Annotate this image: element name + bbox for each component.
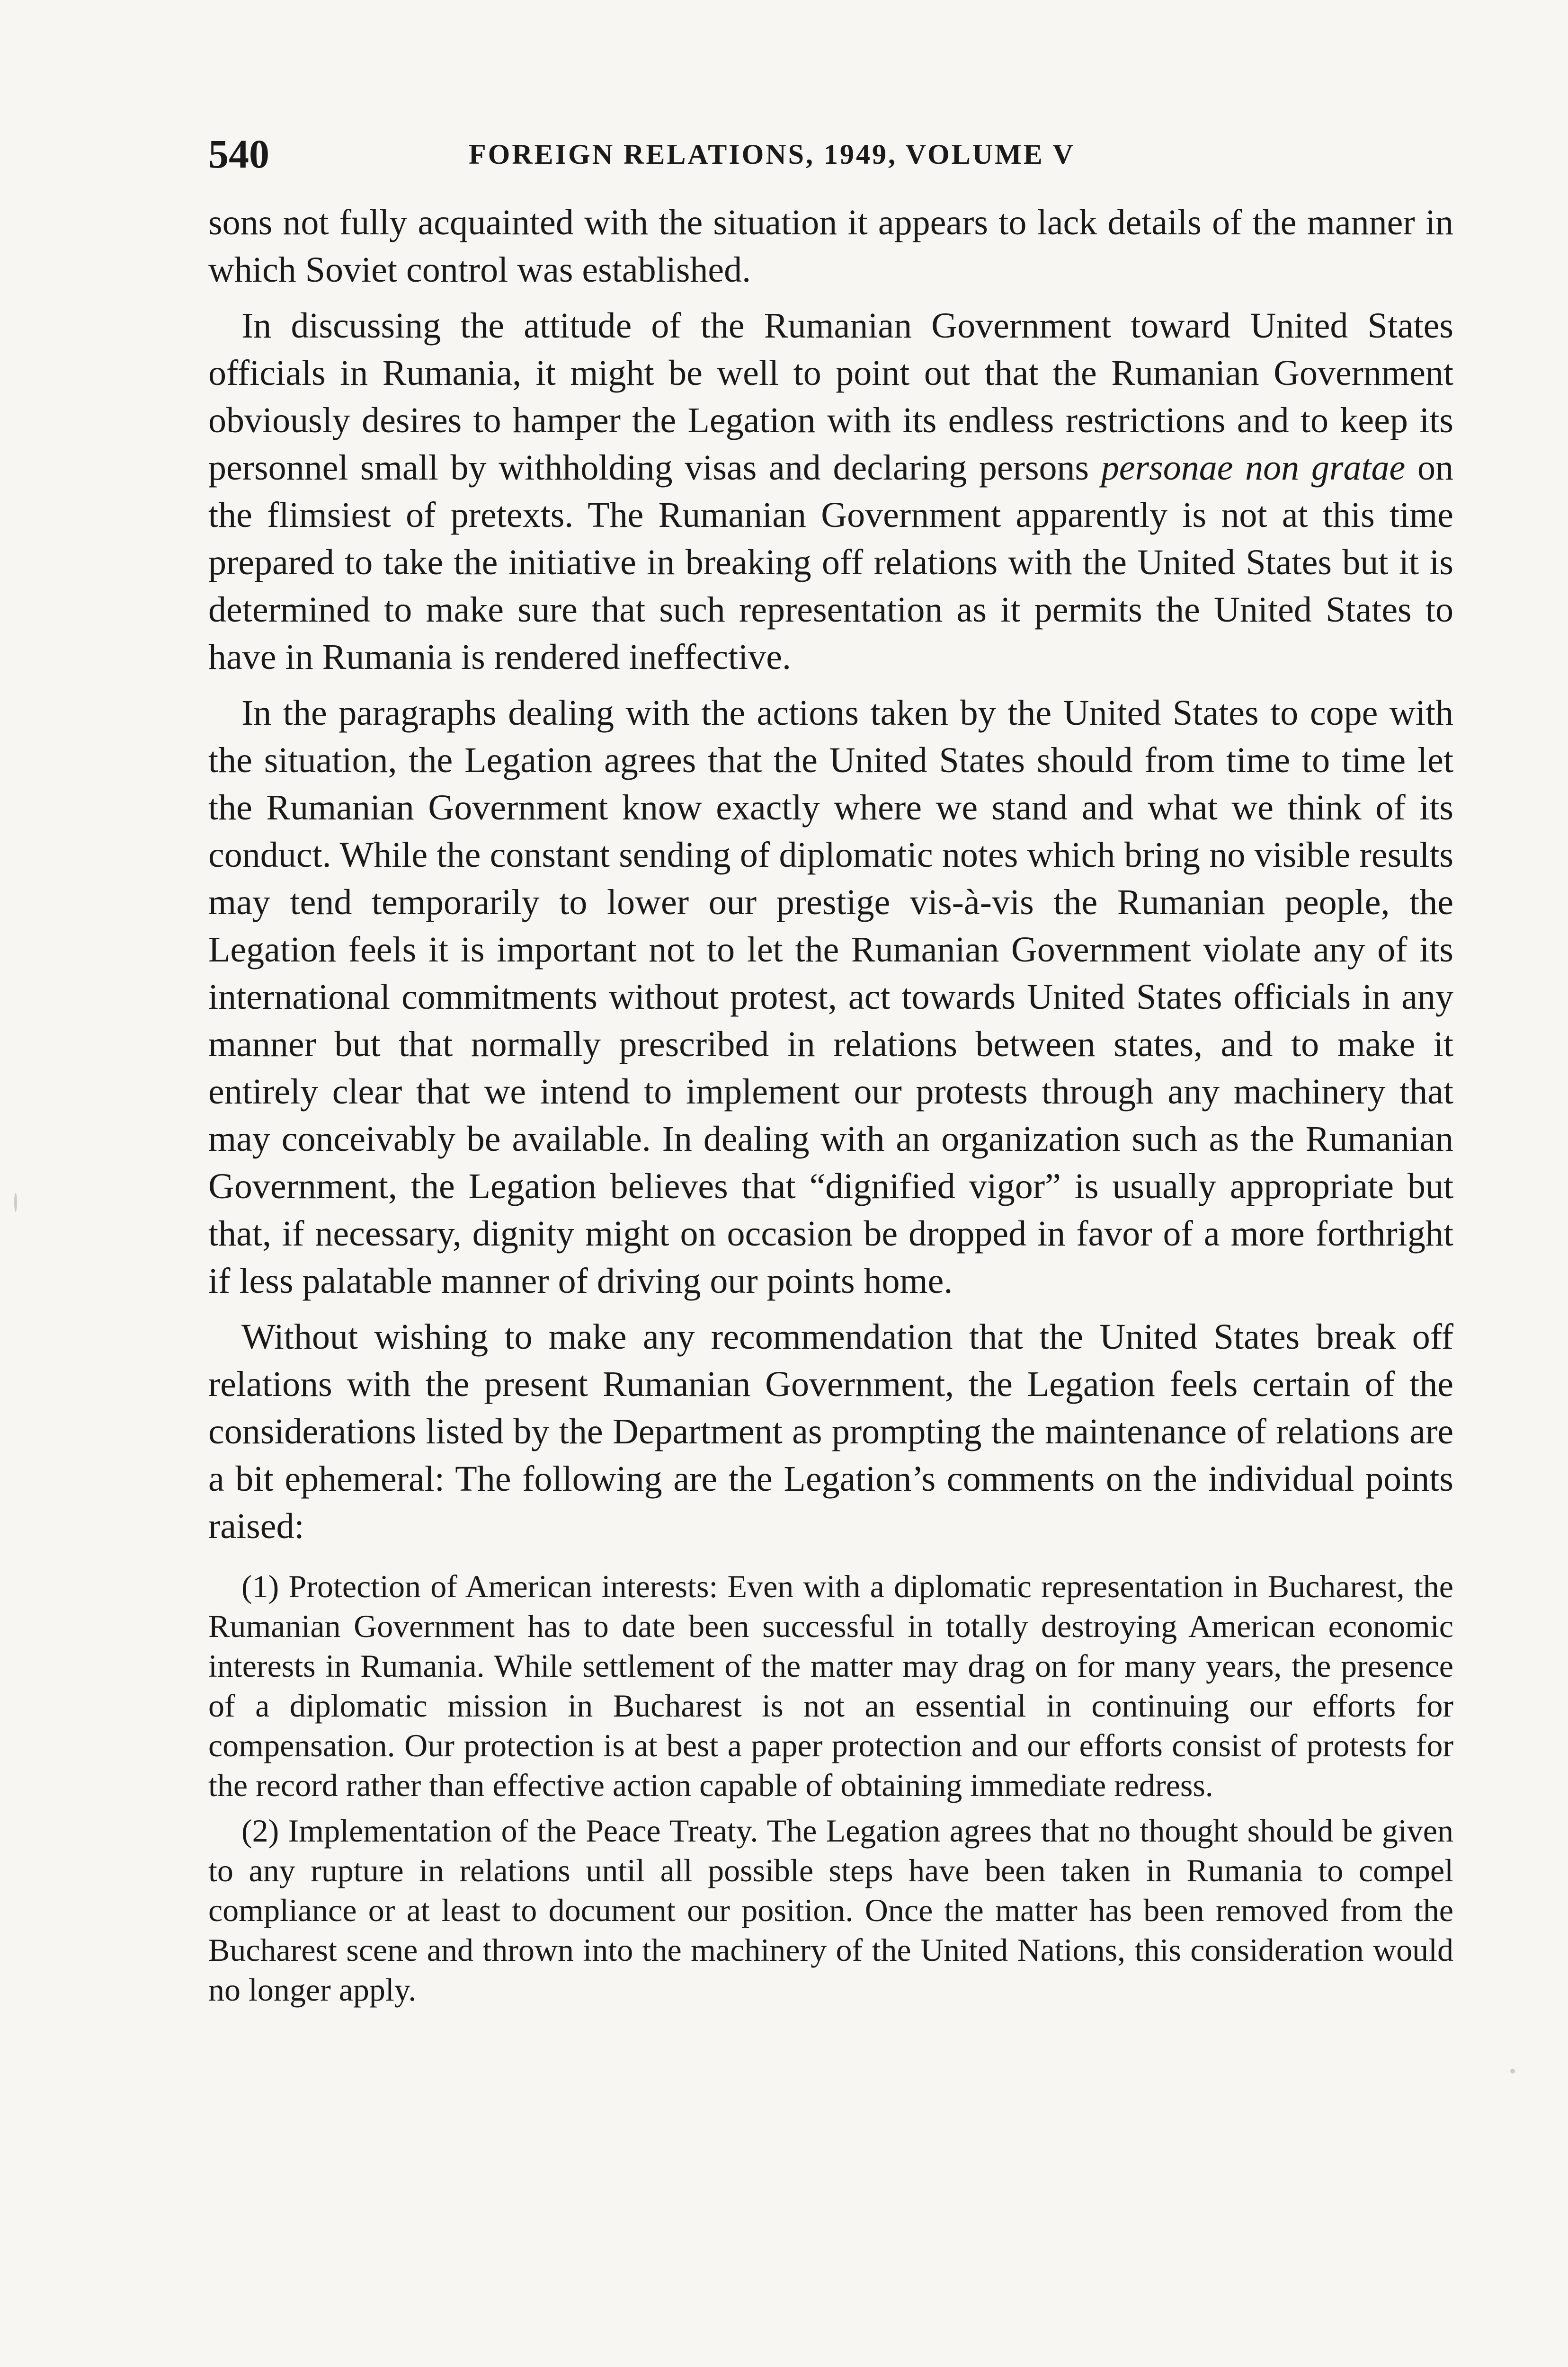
page-number: 540 bbox=[208, 131, 269, 177]
scan-speck bbox=[14, 1193, 17, 1212]
paragraph-us-actions: In the paragraphs dealing with the actions taken by the United States to cope with the situation, the Legation agrees that the United States should from time to time let the Rumanian Government know exactly where we stand and what we think of its conduct. While the constant sending of diplomatic notes which bring no visible results may tend temporarily to lower our prestige vis-à-vis the Rumanian people, the Legation feels it is important not to let the Rumanian Government violate any of its international commitments without protest, act towards United States officials in any manner but that normally prescribed in relations between states, and to make it entirely clear that we intend to implement our protests through any machinery that may conceivably be available. In dealing with an organization such as the Rumanian Government, the Legation believes that “dignified vigor” is usually appropriate but that, if necessary, dignity might on occasion be dropped in favor of a more forthright if less palatable manner of driving our points home. bbox=[208, 693, 1453, 1301]
numbered-points bbox=[208, 1566, 1453, 2010]
running-head bbox=[208, 118, 1453, 199]
point-protection-of-interests: (1) Protection of American interests: Even with a diplomatic representation in Bucharest, the Rumanian Government has to date been successful in totally destroying American economic interests in Rumania. While settlement of the matter may drag on for many years, the presence of a diplomatic mission in Bucharest is not an essential in continuing our efforts for compensation. Our protection is at best a paper protection and our efforts consist of protests for the record rather than effective action capable of obtaining immediate redress. bbox=[208, 1568, 1453, 1803]
running-title: FOREIGN RELATIONS, 1949, VOLUME V bbox=[469, 139, 1075, 170]
paragraph-recommendation: Without wishing to make any recommendation that the United States break off relations with the present Rumanian Government, the Legation feels certain of the considerations listed by the Department as prompting the maintenance of relations are a bit ephemeral: The following are the Legation’s comments on the individual points raised: bbox=[208, 1317, 1453, 1546]
paragraph-continuation: sons not fully acquainted with the situation it appears to lack details of the manner in which Soviet control was established. bbox=[208, 203, 1453, 290]
point-peace-treaty: (2) Implementation of the Peace Treaty. The Legation agrees that no thought should be given to any rupture in relations until all possible steps have been taken in Rumania to compel compliance or at least to document our position. Once the matter has been removed from the Bucharest scene and thrown into the machinery of the United Nations, this consideration would no longer apply. bbox=[208, 1813, 1453, 2008]
paragraph-rumanian-attitude bbox=[208, 302, 1453, 681]
scan-speck bbox=[1510, 2069, 1515, 2073]
document-page bbox=[208, 118, 1453, 2367]
paragraph-text: on the flimsiest of pretexts. The Rumanian Government apparently is not at this time prepared to take the initiative in breaking off relations with the United States but it is determined to make sure that such representation as it permits the United States to have in Rumania is rendered ineffective. bbox=[208, 448, 1453, 677]
paragraph-text: In discussing the attitude of the Rumanian Government toward United States officials in Rumania, it might be well to point out that the Rumanian Government obviously desires to hamper the Legation with its endless restrictions and to keep its personnel small by withholding visas and declaring persons bbox=[208, 306, 1453, 488]
italic-phrase: personae non gratae bbox=[1101, 448, 1406, 488]
body-text bbox=[208, 199, 1453, 1550]
